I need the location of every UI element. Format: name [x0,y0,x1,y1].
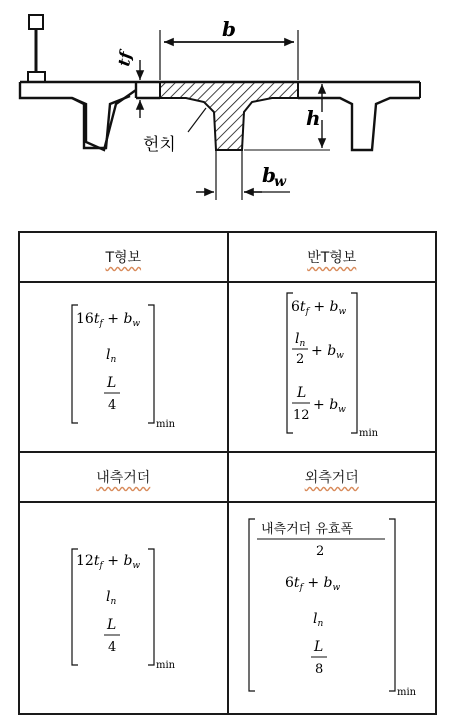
outer-fraction-numerator: 내측거더 유효폭 [260,522,353,537]
t-beam-cross-section-figure [0,0,456,218]
svg-text:4: 4 [108,398,117,413]
svg-text:min: min [396,687,416,698]
svg-text:ln: $l_n$ [294,331,305,349]
formula-outer-girder [228,502,437,714]
svg-text:min: min [156,419,176,430]
header-outer-girder: 외측거더 [228,452,437,502]
svg-text:ln: $l_n$ [106,347,117,365]
svg-text:+ bw: + $b_w$ [310,343,344,361]
haunch-callout [143,108,206,155]
svg-text:2: 2 [295,352,304,367]
svg-text:ln: $l_n$ [106,589,117,607]
svg-text:min: min [156,660,176,671]
header-t-beam: T형보 [19,232,228,282]
svg-text:min: min [358,428,378,439]
svg-text:L: L [107,617,117,633]
svg-text:L: L [313,639,323,655]
dimension-bw [196,150,290,200]
label-h: h [306,106,321,130]
svg-text:8: 8 [314,662,323,677]
svg-text:2: 2 [315,544,324,559]
label-b: b [222,17,236,41]
svg-text:L: L [107,375,117,391]
header-half-t-beam: 반T형보 [228,232,437,282]
svg-text:ln: $l_n$ [312,611,323,629]
label-tf: tf [114,50,136,68]
header-inner-girder: 내측거더 [19,452,228,502]
svg-text:12: 12 [292,408,310,423]
formula-inner-girder [19,502,228,714]
railing-post [28,15,45,82]
svg-text:6tf + bw: $6t_f + b_w$ [290,299,346,317]
svg-text:6tf + bw: $6t_f + b_w$ [284,575,340,593]
svg-text:+ bw: + $b_w$ [312,397,346,415]
formula-t-beam [19,282,228,452]
label-haunch: 헌치 [143,135,176,155]
hatched-t-section [160,82,298,150]
svg-text:16tf + bw: $16t_f + b_w$ [76,311,141,329]
dimension-b [160,17,298,80]
label-bw: b [262,163,276,187]
formula-half-t-beam [228,282,437,452]
svg-text:L: L [296,385,306,401]
svg-text:12tf + bw: $12t_f + b_w$ [76,553,141,571]
svg-text:4: 4 [108,640,117,655]
svg-text:w: w [274,174,287,190]
effective-width-table [18,231,437,715]
